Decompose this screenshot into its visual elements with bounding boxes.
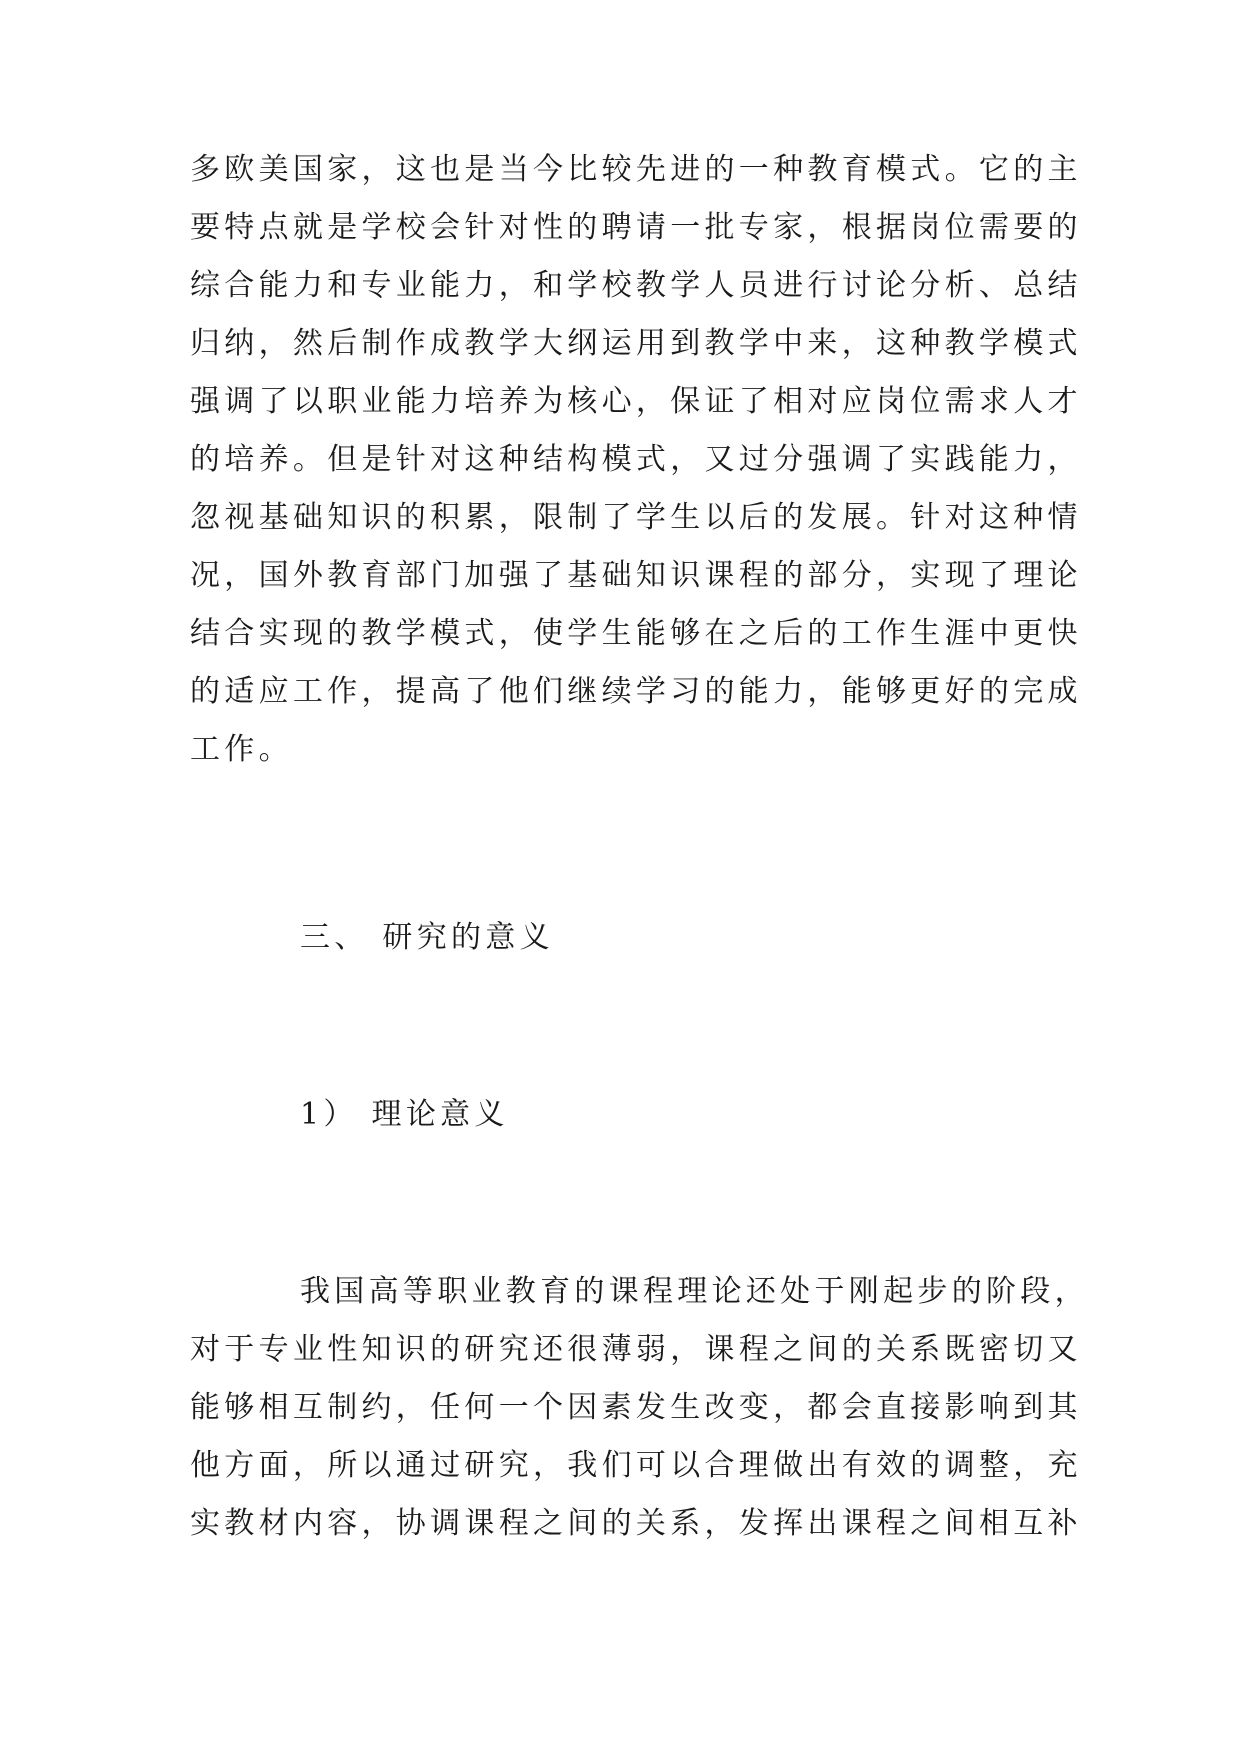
paragraph-line: 忽视基础知识的积累，限制了学生以后的发展。针对这种情 — [190, 500, 1082, 535]
paragraph-line: 工作。 — [190, 732, 293, 767]
paragraph-line: 结合实现的教学模式，使学生能够在之后的工作生涯中更快 — [190, 616, 1082, 651]
paragraph-line: 我国高等职业教育的课程理论还处于刚起步的阶段， — [300, 1274, 1089, 1309]
paragraph-line: 对于专业性知识的研究还很薄弱，课程之间的关系既密切又 — [190, 1332, 1082, 1367]
paragraph-line: 况，国外教育部门加强了基础知识课程的部分，实现了理论 — [190, 558, 1082, 593]
paragraph-line: 实教材内容，协调课程之间的关系，发挥出课程之间相互补 — [190, 1506, 1082, 1541]
paragraph-line: 多欧美国家，这也是当今比较先进的一种教育模式。它的主 — [190, 152, 1082, 187]
paragraph-line: 他方面，所以通过研究，我们可以合理做出有效的调整，充 — [190, 1448, 1082, 1483]
paragraph-line: 强调了以职业能力培养为核心，保证了相对应岗位需求人才 — [190, 384, 1082, 419]
paragraph-line: 能够相互制约，任何一个因素发生改变，都会直接影响到其 — [190, 1390, 1082, 1425]
subsection-heading: 1） 理论意义 — [300, 1097, 509, 1132]
paragraph-line: 综合能力和专业能力，和学校教学人员进行讨论分析、总结 — [190, 268, 1082, 303]
paragraph-line: 的培养。但是针对这种结构模式，又过分强调了实践能力， — [190, 442, 1082, 477]
paragraph-line: 归纳，然后制作成教学大纲运用到教学中来，这种教学模式 — [190, 326, 1082, 361]
section-heading: 三、 研究的意义 — [300, 920, 554, 955]
paragraph-line: 的适应工作，提高了他们继续学习的能力，能够更好的完成 — [190, 674, 1082, 709]
paragraph-line: 要特点就是学校会针对性的聘请一批专家，根据岗位需要的 — [190, 210, 1082, 245]
